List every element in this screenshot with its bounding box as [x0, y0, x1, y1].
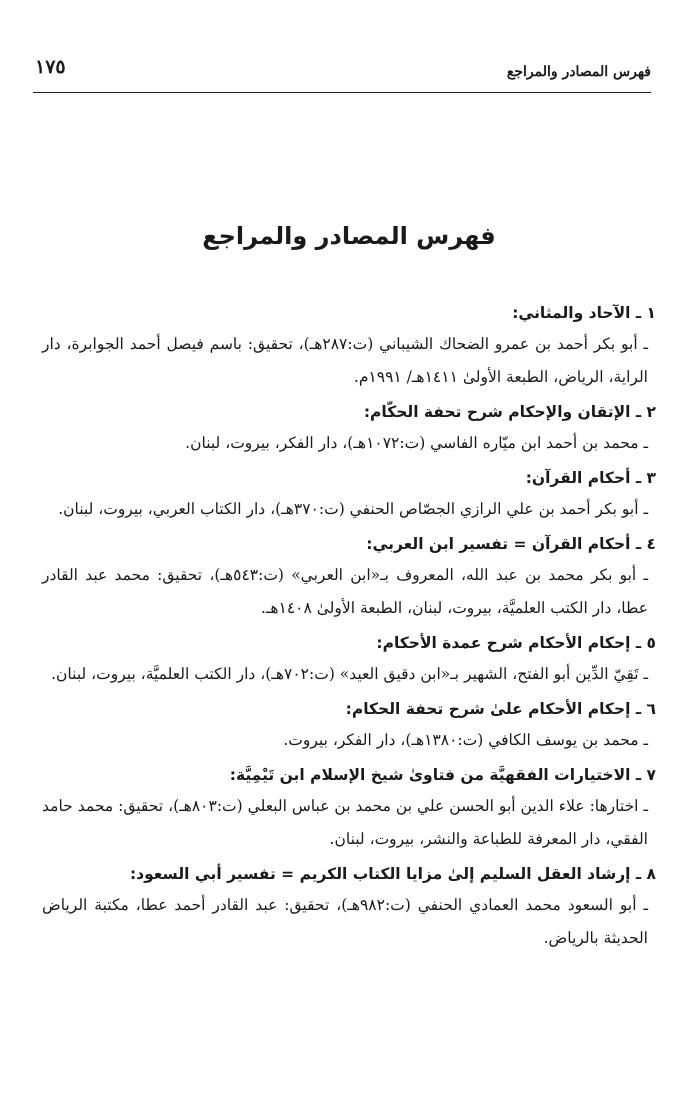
- reference-description: ـ أبو بكر أحمد بن علي الرازي الجصّاص الحنفي (ت:٣٧٠هـ)، دار الكتاب العربي، بيروت، لبنان.: [58, 500, 648, 518]
- reference-title: ١ ـ الآحاد والمثاني:: [512, 304, 656, 322]
- reference-title: ٨ ـ إرشاد العقل السليم إلىٰ مزايا الكتاب الكريم = تفسير أبي السعود:: [129, 865, 656, 883]
- reference-title: ٥ ـ إحكام الأحكام شرح عمدة الأحكام:: [376, 634, 656, 652]
- page-number: ١٧٥: [35, 56, 66, 78]
- reference-entry: [42, 859, 656, 955]
- reference-title: ٢ ـ الإتقان والإحكام شرح تحفة الحكّام:: [363, 403, 656, 421]
- reference-entry: [42, 463, 656, 526]
- reference-description: ـ تَقِيّ الدِّين أبو الفتح، الشهير بـ«ابن دقيق العيد» (ت:٧٠٢هـ)، دار الكتب العلميَّة، بيروت، لبنان.: [51, 665, 648, 683]
- reference-title: ٦ ـ إحكام الأحكام علىٰ شرح تحفة الحكام:: [345, 700, 656, 718]
- reference-entry: [42, 397, 656, 460]
- references-list: [42, 298, 656, 958]
- reference-description: ـ محمد بن يوسف الكافي (ت:١٣٨٠هـ)، دار الفكر، بيروت.: [283, 731, 648, 749]
- reference-entry: [42, 694, 656, 757]
- running-title: فهرس المصادر والمراجع: [506, 64, 651, 80]
- reference-entry: [42, 298, 656, 394]
- page-title: فهرس المصادر والمراجع: [202, 222, 496, 250]
- reference-title: ٧ ـ الاختيارات الفقهيَّة من فتاوىٰ شيخ الإسلام ابن تَيْمِيَّة:: [229, 766, 656, 784]
- reference-entry: [42, 760, 656, 856]
- reference-description: ـ محمد بن أحمد ابن ميّاره الفاسي (ت:١٠٧٢هـ)، دار الفكر، بيروت، لبنان.: [185, 434, 648, 452]
- page-header: [33, 52, 651, 93]
- reference-description: ـ أبو بكر أحمد بن عمرو الضحاك الشيباني (ت:٢٨٧هـ)، تحقيق: باسم فيصل أحمد الجوابرة، دار الراية، الرياض، الطبعة الأولىٰ ١٤١١هـ/ ١٩٩١م.: [42, 335, 648, 386]
- reference-description: ـ اختارها: علاء الدين أبو الحسن علي بن محمد بن عباس البعلي (ت:٨٠٣هـ)، تحقيق: محمد حامد الفقي، دار المعرفة للطباعة والنشر، بيروت، لبنان.: [42, 797, 648, 848]
- reference-title: ٤ ـ أحكام القرآن = تفسير ابن العربي:: [366, 535, 656, 553]
- reference-entry: [42, 628, 656, 691]
- reference-entry: [42, 529, 656, 625]
- reference-description: ـ أبو السعود محمد العمادي الحنفي (ت:٩٨٢هـ)، تحقيق: عبد القادر أحمد عطا، مكتبة الرياض الحديثة بالرياض.: [42, 896, 648, 947]
- reference-description: ـ أبو بكر محمد بن عبد الله، المعروف بـ«ابن العربي» (ت:٥٤٣هـ)، تحقيق: محمد عبد القادر عطا، دار الكتب العلميَّة، بيروت، لبنان، الطبعة الأولىٰ ١٤٠٨هـ.: [42, 566, 649, 617]
- reference-title: ٣ ـ أحكام القرآن:: [525, 469, 656, 487]
